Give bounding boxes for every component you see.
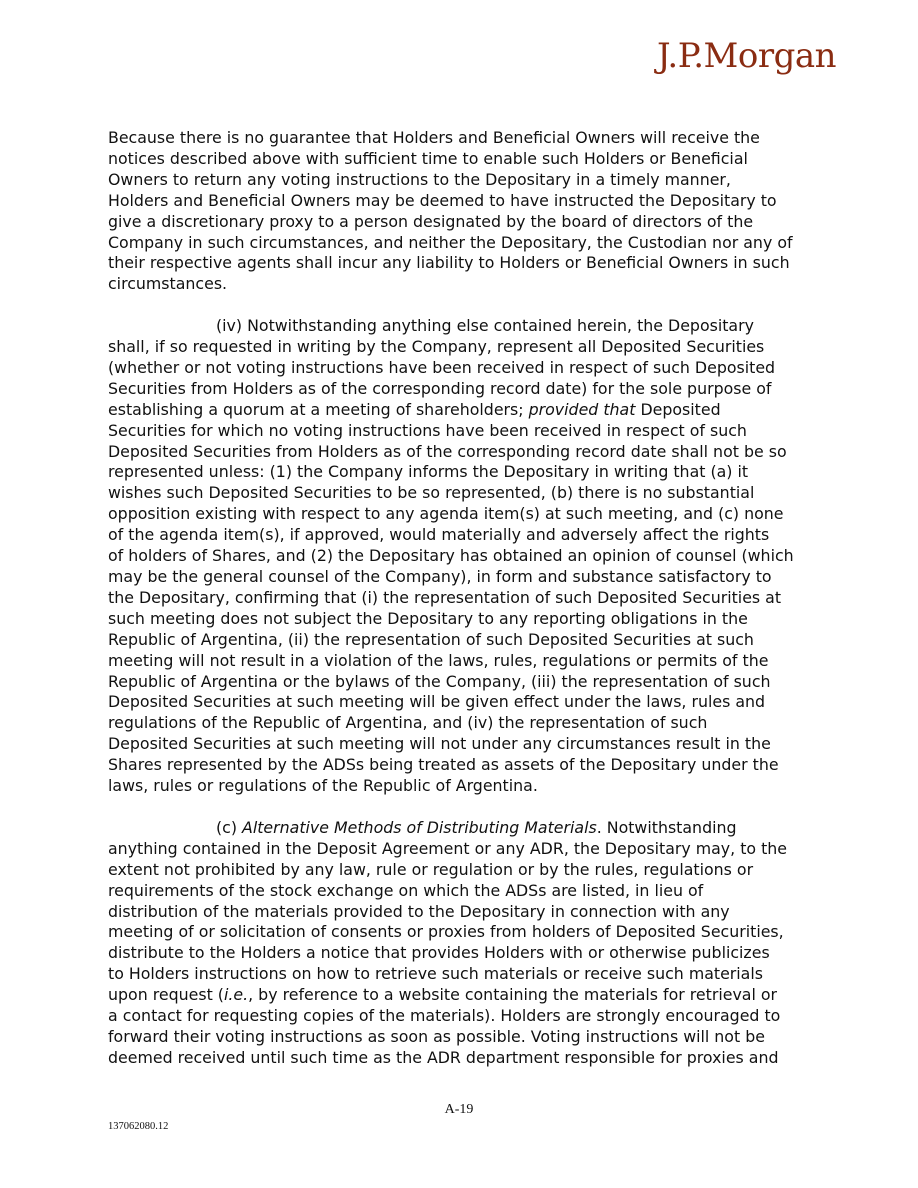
paragraph-c-text-c: , by reference to a website containing the materials for retrieval or a contact for requesting copies of the materials). Holders are strongly encouraged to forward their voting instructions as soon as possible. Voting instructions will not be deemed received until such time as the ADR department responsible for proxies and: [108, 985, 781, 1067]
ie-emphasis: i.e.: [223, 985, 249, 1005]
page-number: A-19: [444, 1102, 474, 1117]
paragraph-c-alternative-methods: [108, 818, 820, 1069]
provided-that-emphasis: provided that: [528, 399, 636, 419]
paragraph-iv-text-b: Deposited Securities for which no voting instructions have been received in respect of such Deposited Securities from Holders as of the corresponding record date shall not be so represented unless: (1) the Company informs the Depositary in writing that (a) it wishes such Deposited Securities to be so represented, (b) there is no substantial opposition existing with respect to any agenda item(s) at such meeting, and (c) none of the agenda item(s), if approved, would materially and adversely affect the rights of holders of Shares, and (2) the Depositary has obtained an opinion of counsel (which may be the general counsel of the Company), in form and substance satisfactory to the Depositary, confirming that (i) the representation of such Deposited Securities at such meeting does not subject the Depositary to any reporting obligations in the Republic of Argentina, (ii) the representation of such Deposited Securities at such meeting will not result in a violation of the laws, rules, regulations or permits of the Republic of Argentina or the bylaws of the Company, (iii) the representation of such Deposited Securities at such meeting will be given effect under the laws, rules and regulations of the Republic of Argentina, and (iv) the representation of such Deposited Securities at such meeting will not under any circumstances result in the Shares represented by the ADSs being treated as assets of the Depositary under the laws, rules or regulations of the Republic of Argentina.: [108, 399, 794, 796]
document-id: 137062080.12: [108, 1121, 169, 1132]
paragraph-c-label: (c): [216, 817, 243, 837]
section-heading-alternative-methods: Alternative Methods of Distributing Materials: [242, 817, 597, 837]
paragraph-iv-text-a: (iv) Notwithstanding anything else contained herein, the Depositary shall, if so requested in writing by the Company, represent all Deposited Securities (whether or not voting instructions have been received in respect of such Deposited Securities from Holders as of the corresponding record date) for the sole purpose of establishing a quorum at a meeting of shareholders;: [108, 316, 776, 419]
document-body: [108, 128, 820, 1090]
paragraph-c-text-b: . Notwithstanding anything contained in the Deposit Agreement or any ADR, the Depositary may, to the extent not prohibited by any law, rule or regulation or by the rules, regulations or requirements of the stock exchange on which the ADSs are listed, in lieu of distribution of the materials provided to the Depositary in connection with any meeting of or solicitation of consents or proxies from holders of Deposited Securities, distribute to the Holders a notice that provides Holders with or otherwise publicizes to Holders instructions on how to retrieve such materials or receive such materials upon request (: [108, 817, 788, 1005]
paragraph-holders-notice: Because there is no guarantee that Holders and Beneficial Owners will receive the notices described above with sufficient time to enable such Holders or Beneficial Owners to return any voting instructions to the Depositary in a timely manner, Holders and Beneficial Owners may be deemed to have instructed the Depositary to give a discretionary proxy to a person designated by the board of directors of the Company in such circumstances, and neither the Depositary, the Custodian nor any of their respective agents shall incur any liability to Holders or Beneficial Owners in such circumstances.: [108, 128, 793, 294]
jpmorgan-logo: J.P.Morgan: [656, 36, 836, 76]
paragraph-iv-quorum: [108, 316, 820, 797]
